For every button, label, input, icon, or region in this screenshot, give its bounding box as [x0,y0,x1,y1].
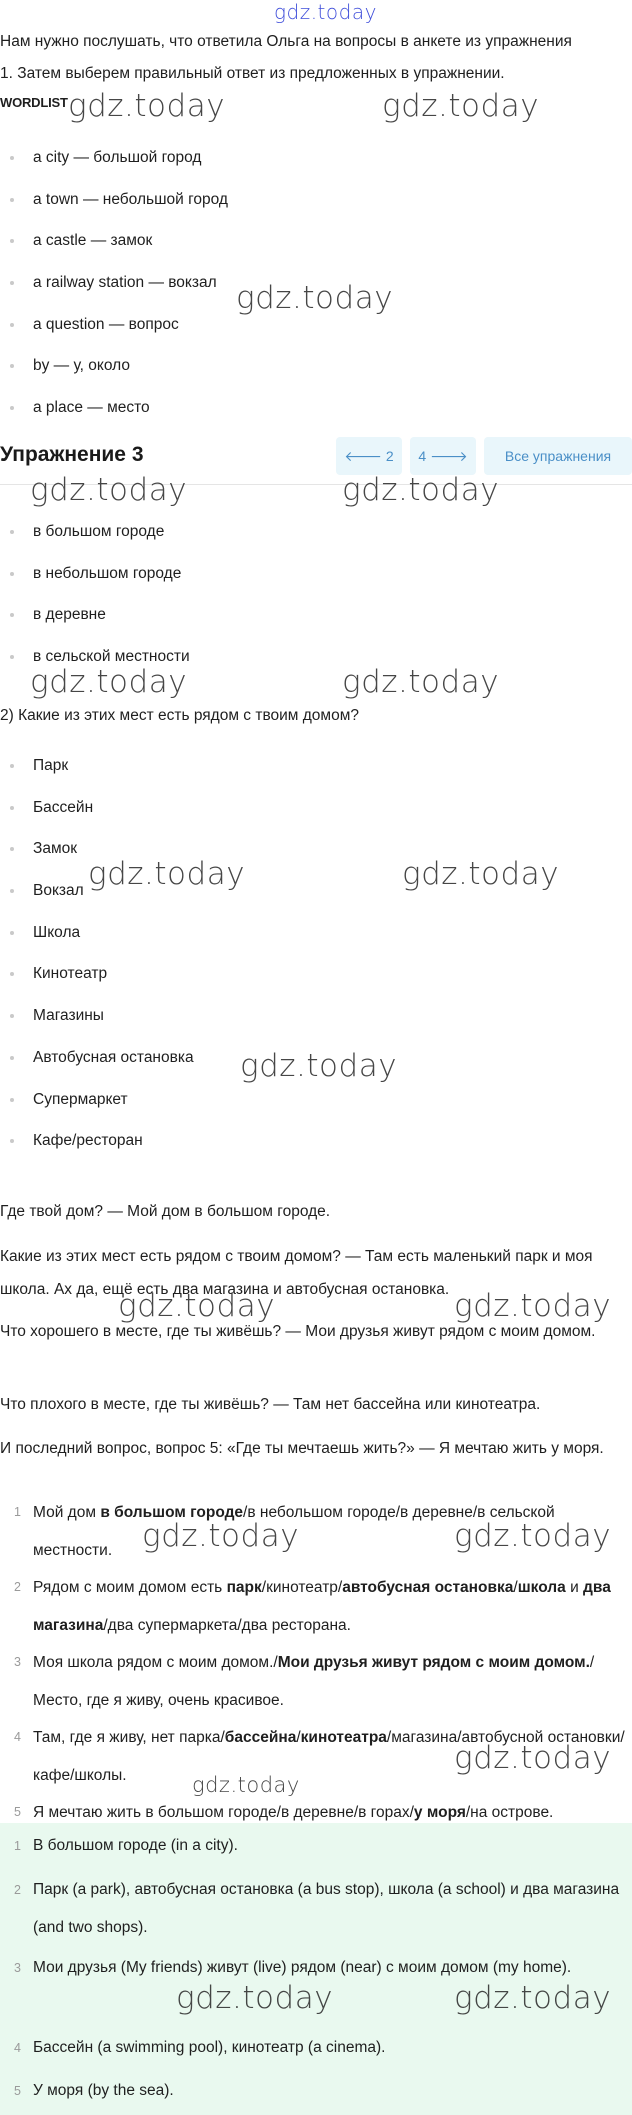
translation-text: В большом городе (in a city). [33,1837,238,1854]
translation-item [0,1827,632,1871]
answer-item [0,1719,632,1794]
places-near-list [0,753,600,1170]
wordlist-item: a railway station — вокзал [0,270,600,312]
watermark: gdz.today [30,664,188,700]
wordlist-label: WORDLIST [0,95,68,110]
list-item: в небольшом городе [0,561,600,603]
wordlist-item: a town — небольшой город [0,187,600,229]
answer-bold: школа [517,1579,566,1596]
list-item: Парк [0,753,600,795]
answer-bold: два магазина [33,1579,611,1634]
dialogue-line: И последний вопрос, вопрос 5: «Где ты мечтаешь жить?» — Я мечтаю жить у моря. [0,1440,604,1457]
dialogue-line: Где твой дом? — Мой дом в большом городе. [0,1203,331,1220]
wordlist-item: by — у, около [0,353,600,395]
watermark: gdz.today [192,1773,300,1797]
watermark: gdz.today [402,856,560,892]
translation-number: 5 [14,2084,21,2098]
translation-item [0,2029,632,2072]
watermark: gdz.today [454,1288,612,1324]
exercise-title: Упражнение 3 [0,443,144,466]
wordlist-item: a city — большой город [0,145,600,187]
wordlist [0,145,600,437]
answer-number: 1 [14,1505,21,1519]
answer-item [0,1644,632,1719]
list-item: Бассейн [0,795,600,837]
list-item: Вокзал [0,878,600,920]
divider [0,484,632,485]
answer-text: Мой дом [33,1504,101,1521]
list-item: Кафе/ресторан [0,1128,600,1170]
answer-text: /Место, где я живу, очень красивое. [33,1654,595,1709]
list-item: Школа [0,920,600,962]
watermark: gdz.today [118,1288,276,1324]
translation-item [0,1949,632,2029]
translation-text: У моря (by the sea). [33,2082,174,2099]
answer-number: 2 [14,1580,21,1594]
answers-list [0,1494,632,1832]
answer-text: / [513,1579,518,1596]
watermark: gdz.today [342,664,500,700]
translation-text: Мои друзья (My friends) живут (live) рядом (near) с моим домом (my home). [33,1959,572,1976]
answer-text: /в небольшом городе/в деревне/в сельской местности. [33,1504,555,1559]
next-exercise-button[interactable]: 4 🡒 [410,437,476,475]
list-item: Магазины [0,1003,600,1045]
answer-text: /на острове. [465,1804,554,1821]
list-item: Замок [0,836,600,878]
answer-item [0,1569,632,1644]
watermark: gdz.today [68,88,226,124]
intro-line-1: Нам нужно послушать, что ответила Ольга на вопросы в анкете из упражнения [0,33,572,50]
answer-text: Я мечтаю жить в большом городе/в деревне/в горах/ [33,1804,414,1821]
question-2: 2) Какие из этих мест есть рядом с твоим домом? [0,707,359,724]
watermark: gdz.today [236,280,394,316]
answer-bold: бассейна [224,1729,297,1746]
answer-bold: в большом городе [100,1504,244,1521]
answer-text: /два супермаркета/два ресторана. [103,1616,351,1634]
answer-bold: парк [226,1579,262,1596]
translation-number: 2 [14,1883,21,1897]
answer-number: 3 [14,1655,21,1669]
translation-number: 3 [14,1961,21,1975]
answer-bold: кинотеатра [300,1729,387,1746]
all-exercises-button[interactable]: Все упражнения [484,437,632,475]
watermark: gdz.today [176,1980,334,2016]
answer-number: 4 [14,1730,21,1744]
watermark: gdz.today [454,1980,612,2016]
list-item: Кинотеатр [0,961,600,1003]
answer-text: /магазина/автобусной остановки/кафе/школы. [33,1729,625,1784]
watermark: gdz.today [88,856,246,892]
answer-text: /кинотеатр/ [261,1579,343,1596]
list-item: в сельской местности [0,644,600,686]
watermark: gdz.today [30,472,188,508]
answer-bold: у моря [413,1804,466,1821]
answer-item [0,1494,632,1569]
places-where-list [0,519,600,686]
answer-bold: Мои друзья живут рядом с моим домом. [277,1654,590,1671]
list-item: в деревне [0,602,600,644]
answer-number: 5 [14,1805,21,1819]
watermark: gdz.today [382,88,540,124]
list-item: Супермаркет [0,1087,600,1129]
answer-text: и [565,1579,584,1596]
watermark: gdz.today [454,1518,612,1554]
list-item: в большом городе [0,519,600,561]
answer-text: Моя школа рядом с моим домом./ [33,1654,278,1671]
dialogue-line: Что хорошего в месте, где ты живёшь? — Мои друзья живут рядом с моим домом. [0,1323,596,1340]
answer-bold: автобусная остановка [342,1579,514,1596]
answer-text: Там, где я живу, нет парка/ [33,1729,225,1746]
wordlist-item: a question — вопрос [0,312,600,354]
translation-number: 4 [14,2041,21,2055]
site-logo-watermark: gdz.today [274,0,377,24]
translation-text: Парк (a park), автобусная остановка (a bus stop), школа (a school) и два магазина (and two shops). [33,1881,620,1936]
translation-item [0,1871,632,1949]
translation-number: 1 [14,1839,21,1853]
dialogue-line: Что плохого в месте, где ты живёшь? — Там нет бассейна или кинотеатра. [0,1396,541,1413]
wordlist-item: a castle — замок [0,228,600,270]
intro-line-2: 1. Затем выберем правильный ответ из предложенных в упражнении. [0,65,505,82]
watermark: gdz.today [240,1048,398,1084]
watermark: gdz.today [342,472,500,508]
list-item: Автобусная остановка [0,1045,600,1087]
watermark: gdz.today [454,1740,612,1776]
watermark: gdz.today [142,1518,300,1554]
wordlist-item: a place — место [0,395,600,437]
translation-text: Бассейн (a swimming pool), кинотеатр (a cinema). [33,2039,386,2056]
prev-exercise-button[interactable]: 🡐 2 [336,437,402,475]
answer-text: / [296,1729,301,1746]
answer-text: Рядом с моим домом есть [33,1579,227,1596]
translations-list [0,1827,632,2112]
dialogue-line: Какие из этих мест есть рядом с твоим домом? — Там есть маленький парк и моя школа. Ах да, ещё есть два магазина и автобусная остановка. [0,1248,593,1298]
translation-item [0,2072,632,2112]
